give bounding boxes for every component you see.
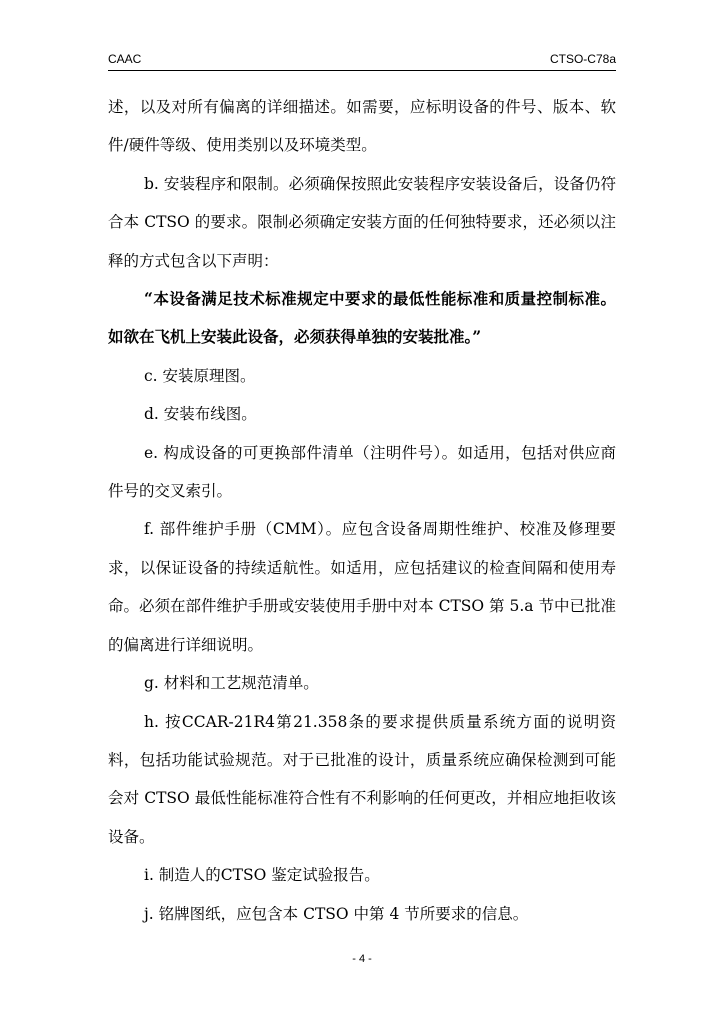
- paragraph-item-i: i. 制造人的CTSO 鉴定试验报告。: [144, 866, 380, 885]
- paragraph-item-b: b. 安装程序和限制。必须确保按照此安装程序安装设备后，设备仍符合本 CTSO 的要求。限制必须确定安装方面的任何独特要求，还必须以注释的方式包含以下声明：: [108, 174, 616, 270]
- paragraph-item-e: e. 构成设备的可更换部件清单（注明件号）。如适用，包括对供应商件号的交叉索引。: [108, 443, 616, 501]
- page-number: - 4 -: [352, 953, 372, 965]
- page-header: [108, 52, 616, 71]
- paragraph-item-j: j. 铭牌图纸，应包含本 CTSO 中第 4 节所要求的信息。: [144, 904, 529, 923]
- header-doc-id: CTSO-C78a: [549, 52, 616, 66]
- paragraph-item-d: d. 安装布线图。: [144, 405, 257, 424]
- paragraph-item-h: h. 按CCAR-21R4第21.358条的要求提供质量系统方面的说明资料，包括功能试验规范。对于已批准的设计，质量系统应确保检测到可能会对 CTSO 最低性能标准符合性有不利影响的任何更改，并相应地拒收该设备。: [108, 712, 616, 846]
- paragraph-continuation: 述，以及对所有偏离的详细描述。如需要，应标明设备的件号、版本、软件/硬件等级、使用类别以及环境类型。: [108, 98, 616, 155]
- document-body: [108, 88, 616, 933]
- paragraph-item-g: g. 材料和工艺规范清单。: [144, 674, 319, 693]
- header-org: CAAC: [108, 52, 142, 66]
- paragraph-statement: “本设备满足技术标准规定中要求的最低性能标准和质量控制标准。如欲在飞机上安装此设备，必须获得单独的安装批准。”: [108, 289, 616, 347]
- paragraph-item-c: c. 安装原理图。: [144, 366, 256, 385]
- paragraph-item-f: f. 部件维护手册（CMM）。应包含设备周期性维护、校准及修理要求，以保证设备的持续适航性。如适用，应包括建议的检查间隔和使用寿命。必须在部件维护手册或安装使用手册中对本 CTSO 第 5.a 节中已批准的偏离进行详细说明。: [108, 520, 616, 654]
